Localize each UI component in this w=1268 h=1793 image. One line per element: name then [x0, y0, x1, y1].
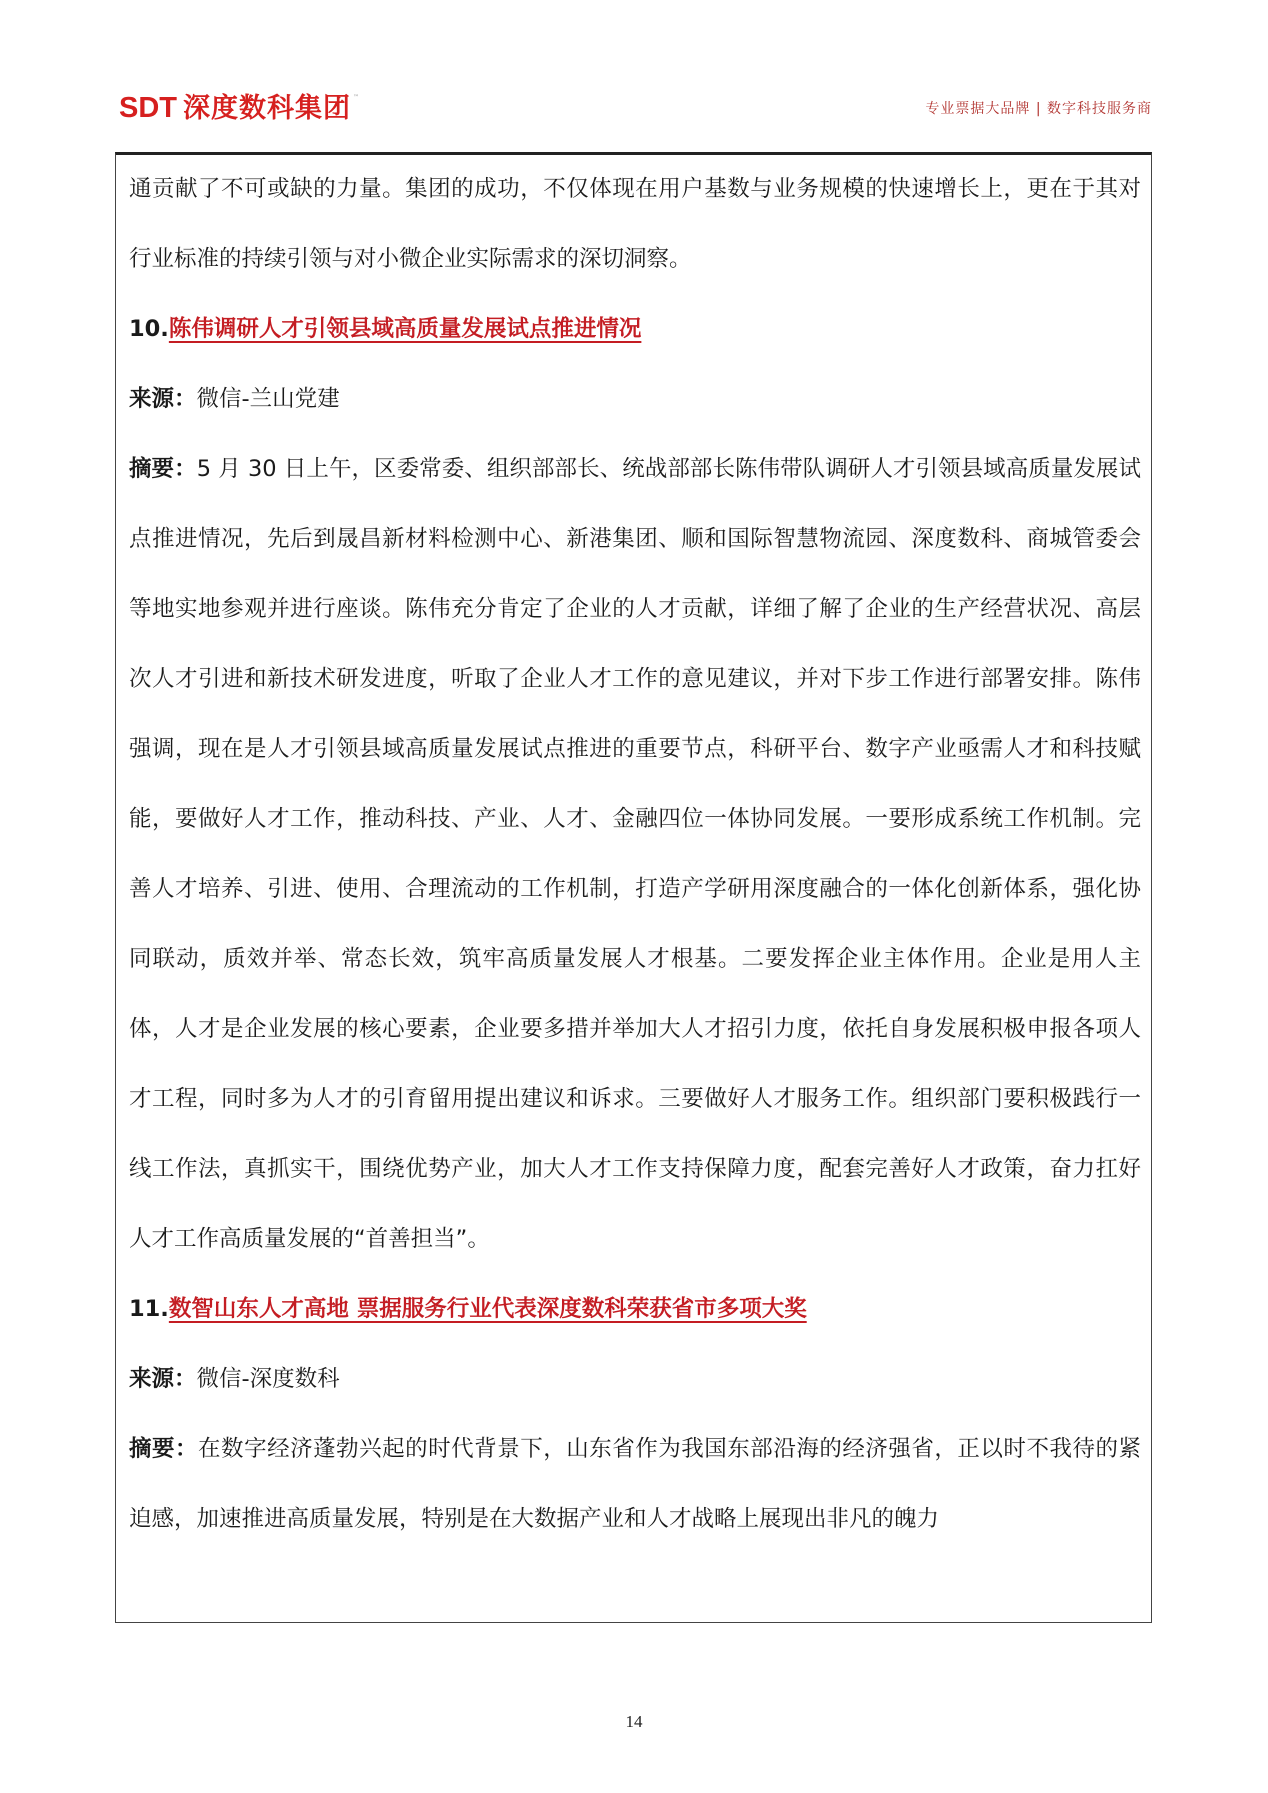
source-label: 来源： [129, 1366, 197, 1392]
article-number: 10. [129, 316, 169, 342]
logo-brand: SDT [119, 92, 177, 124]
summary-text: 在数字经济蓬勃兴起的时代背景下，山东省作为我国东部沿海的经济强省，正以时不我待的紧迫感，加速推进高质量发展，特别是在大数据产业和人才战略上展现出非凡的魄力 [129, 1436, 1141, 1532]
page-content [129, 152, 1141, 1554]
article-title-link[interactable]: 陈伟调研人才引领县域高质量发展试点推进情况 [168, 316, 642, 342]
page-number: 14 [625, 1712, 643, 1731]
logo-trademark: ™ [353, 94, 360, 101]
article-source [129, 1344, 1141, 1414]
article-summary [129, 1414, 1141, 1554]
summary-label: 摘要： [129, 456, 197, 482]
article-title-link[interactable]: 数智山东人才高地 票据服务行业代表深度数科荣获省市多项大奖 [168, 1296, 807, 1322]
company-logo [119, 86, 360, 125]
article-number: 11. [129, 1296, 169, 1322]
source-value: 微信-兰山党建 [196, 386, 340, 412]
article-heading-11[interactable] [129, 1274, 1141, 1344]
source-label: 来源： [129, 386, 197, 412]
summary-text: 5 月 30 日上午，区委常委、组织部部长、统战部部长陈伟带队调研人才引领县域高质量发展试点推进情况，先后到晟昌新材料检测中心、新港集团、顺和国际智慧物流园、深度数科、商城管委会等地实地参观并进行座谈。陈伟充分肯定了企业的人才贡献，详细了解了企业的生产经营状况、高层次人才引进和新技术研发进度，听取了企业人才工作的意见建议，并对下步工作进行部署安排。陈伟强调，现在是人才引领县域高质量发展试点推进的重要节点，科研平台、数字产业亟需人才和科技赋能，要做好人才工作，推动科技、产业、人才、金融四位一体协同发展。一要形成系统工作机制。完善人才培养、引进、使用、合理流动的工作机制，打造产学研用深度融合的一体化创新体系，强化协同联动，质效并举、常态长效，筑牢高质量发展人才根基。二要发挥企业主体作用。企业是用人主体，人才是企业发展的核心要素，企业要多措并举加大人才招引力度，依托自身发展积极申报各项人才工程，同时多为人才的引育留用提出建议和诉求。三要做好人才服务工作。组织部门要积极践行一线工作法，真抓实干，围绕优势产业，加大人才工作支持保障力度，配套完善好人才政策，奋力扛好人才工作高质量发展的“首善担当”。 [129, 456, 1141, 1252]
article-source [129, 364, 1141, 434]
intro-paragraph: 通贡献了不可或缺的力量。集团的成功，不仅体现在用户基数与业务规模的快速增长上，更在于其对行业标准的持续引领与对小微企业实际需求的深切洞察。 [129, 176, 1141, 272]
header-tagline: 专业票据大品牌 | 数字科技服务商 [925, 101, 1152, 117]
article-summary [129, 434, 1141, 1274]
article-heading-10[interactable] [129, 294, 1141, 364]
source-value: 微信-深度数科 [196, 1366, 340, 1392]
summary-label: 摘要： [129, 1436, 199, 1462]
logo-name: 深度数科集团 [183, 93, 351, 124]
